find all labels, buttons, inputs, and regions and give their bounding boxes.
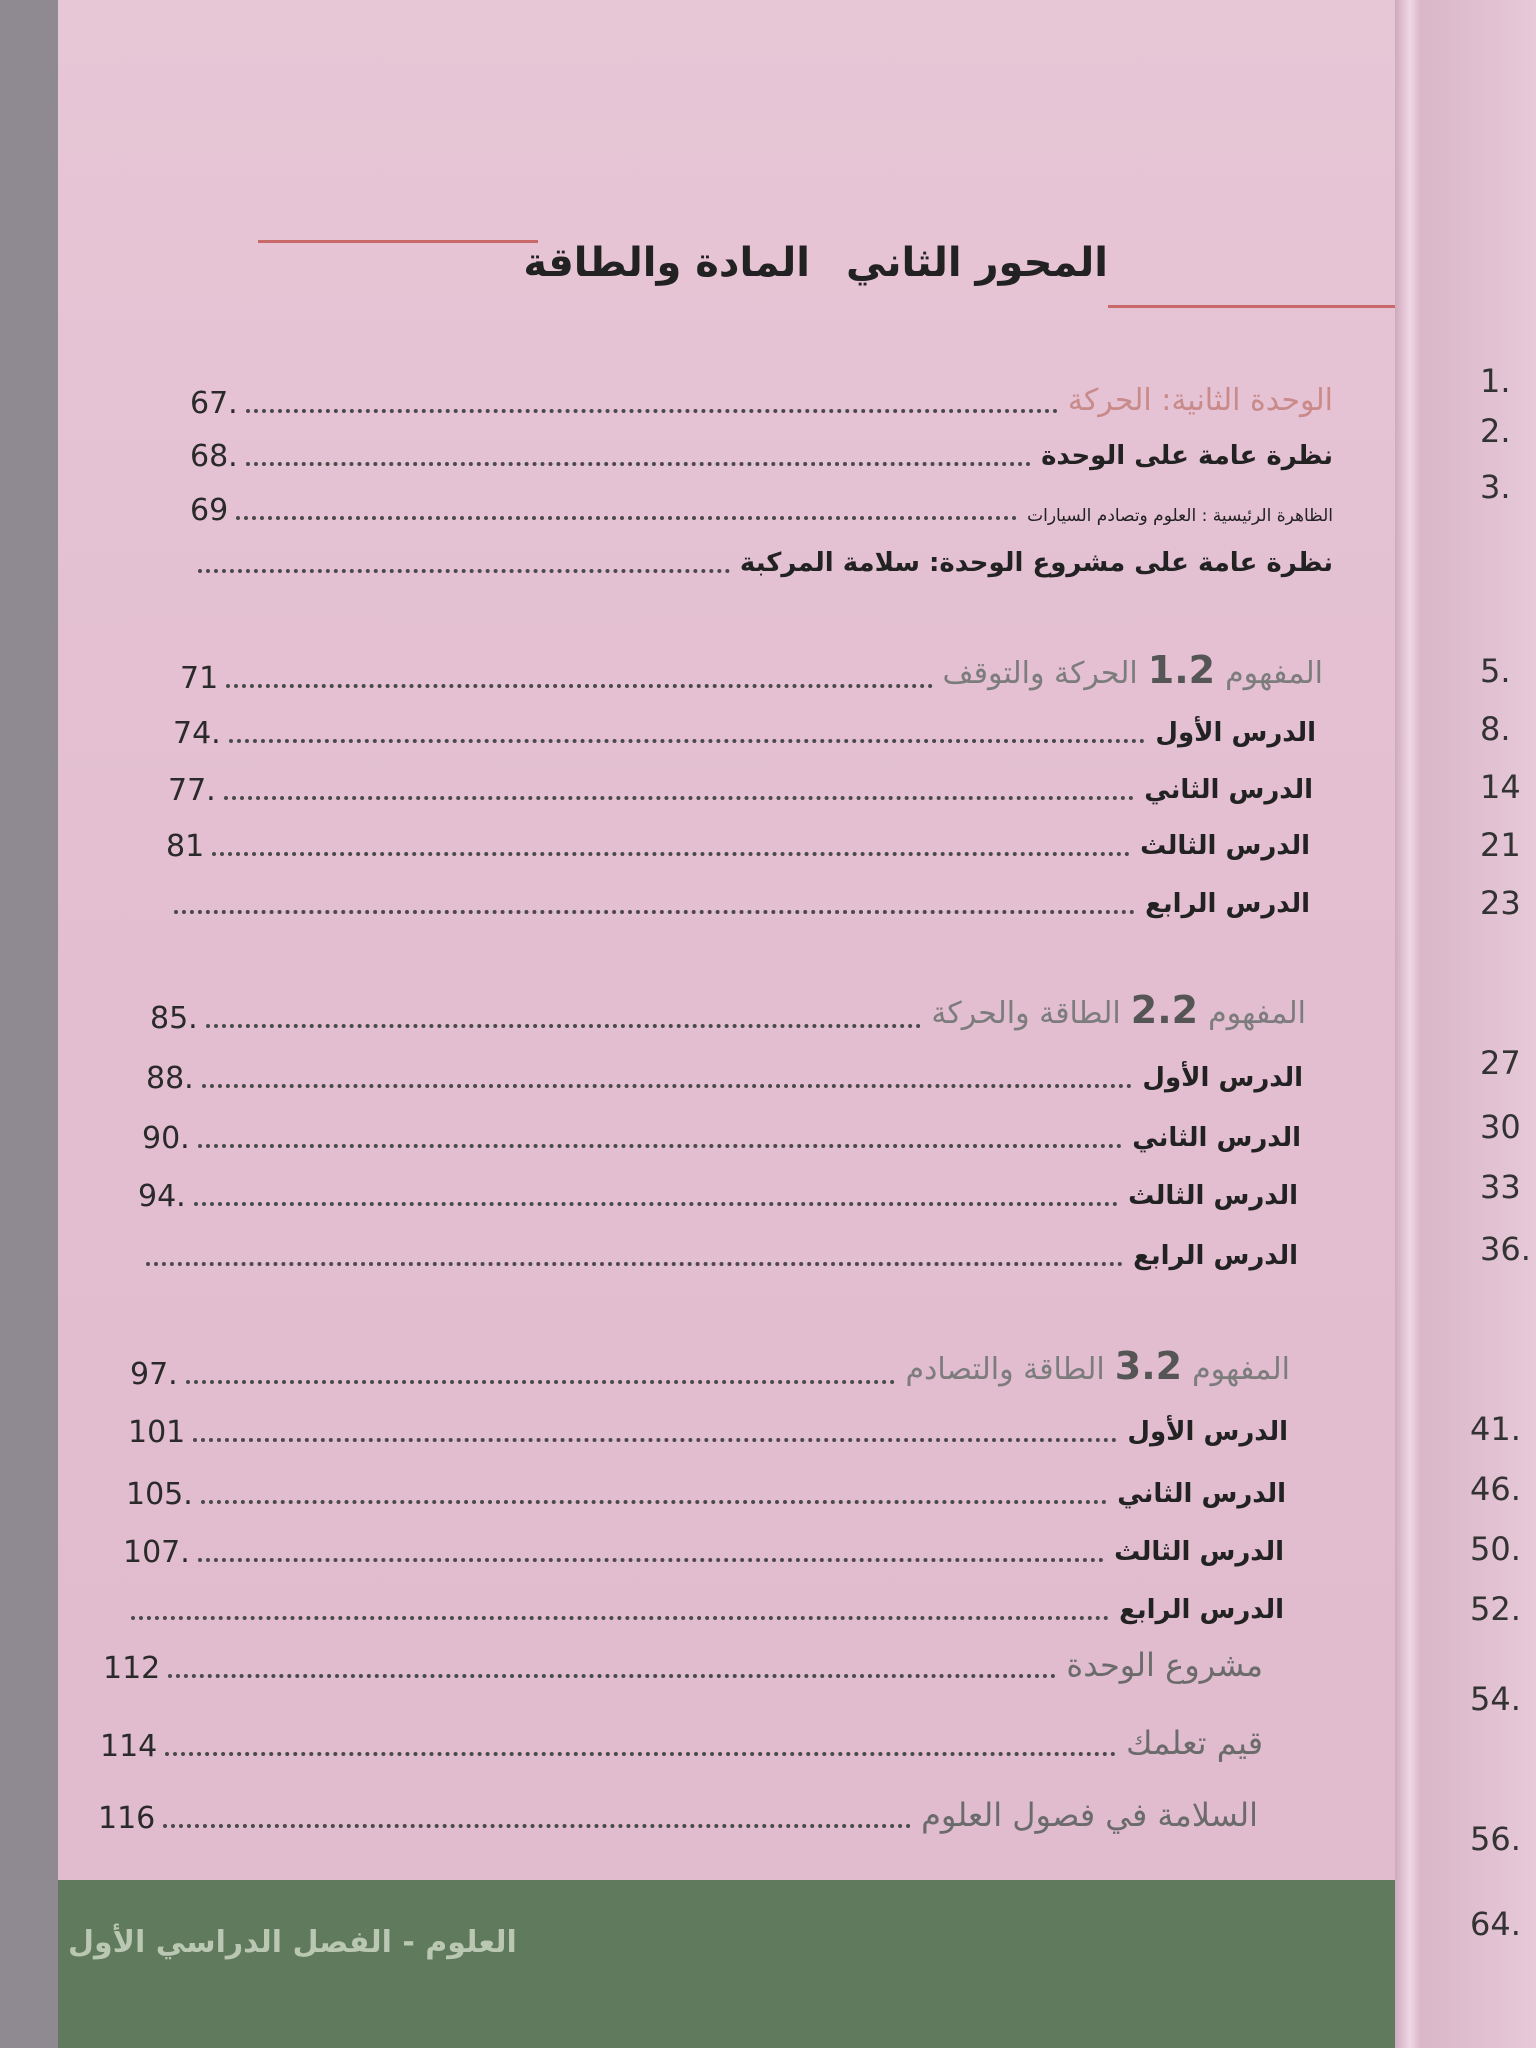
toc-label: الدرس الأول: [1155, 717, 1316, 748]
concept-number: 3.2: [1114, 1344, 1183, 1389]
toc-page-number: 68.: [190, 439, 238, 474]
toc-label: الوحدة الثانية: الحركة: [1067, 383, 1333, 418]
right-page-number: 2.: [1480, 412, 1511, 450]
toc-label: قيم تعلمك: [1126, 1723, 1263, 1762]
right-page-number: 50.: [1470, 1530, 1521, 1568]
toc-page-number: 74.: [173, 716, 221, 751]
right-page-number: 23: [1480, 884, 1521, 922]
concept-prefix: المفهوم: [1225, 656, 1323, 692]
page-title: [523, 218, 1108, 308]
toc-leader-dots: [131, 1615, 1109, 1620]
right-page-edge: [1420, 0, 1536, 2048]
concept-prefix: المفهوم: [1192, 1352, 1290, 1388]
toc-page-number: 101: [128, 1415, 186, 1450]
right-page-number: 54.: [1470, 1680, 1521, 1718]
toc-leader-dots: [146, 1261, 1123, 1266]
toc-entry: [138, 1168, 1298, 1212]
right-page-number: 8.: [1480, 710, 1511, 748]
toc-page-number: 94.: [138, 1179, 186, 1214]
footer-text: العلوم - الفصل الدراسي الأول: [68, 1925, 517, 1960]
toc-label: الدرس الرابع: [1133, 1240, 1298, 1271]
toc-leader-dots: [198, 1557, 1104, 1562]
toc-page-number: 71: [180, 661, 219, 696]
right-page-number: 3.: [1480, 468, 1511, 506]
toc-leader-dots: [236, 515, 1017, 520]
toc-label: الدرس الأول: [1142, 1062, 1303, 1093]
toc-leader-dots: [224, 795, 1135, 800]
toc-page-number: 77.: [168, 773, 216, 808]
toc-page-number: 69: [190, 493, 229, 528]
toc-page: [58, 0, 1408, 2048]
footer-bar: [58, 1880, 1408, 2048]
right-page-number: 21: [1480, 826, 1521, 864]
toc-leader-dots: [163, 1823, 911, 1828]
toc-page-number: 90.: [142, 1121, 190, 1156]
right-page-number: 30: [1480, 1108, 1521, 1146]
toc-label: الدرس الثاني: [1144, 774, 1313, 805]
toc-entry: [146, 1050, 1303, 1094]
toc-leader-dots: [246, 461, 1031, 466]
toc-leader-dots: [174, 909, 1135, 914]
toc-label: الدرس الأول: [1127, 1416, 1288, 1447]
toc-entry: [142, 1110, 1301, 1154]
toc-label: [931, 988, 1306, 1034]
toc-leader-dots: [202, 1083, 1133, 1088]
toc-leader-dots: [212, 851, 1130, 856]
right-page-number: 14: [1480, 768, 1521, 806]
toc-page-number: 81: [166, 829, 205, 864]
right-page-number: 41.: [1470, 1410, 1521, 1448]
toc-page-number: 85.: [150, 1001, 198, 1036]
toc-entry: [138, 1228, 1298, 1272]
toc-label: نظرة عامة على مشروع الوحدة: سلامة المركبة: [739, 547, 1333, 578]
toc-label: نظرة عامة على الوحدة: [1041, 440, 1333, 471]
toc-leader-dots: [229, 738, 1146, 743]
right-page-number: 56.: [1470, 1820, 1521, 1858]
toc-entry: [180, 650, 1323, 694]
concept-number: 1.2: [1147, 648, 1216, 693]
toc-entry: [168, 762, 1313, 806]
toc-entry: [123, 1582, 1284, 1626]
toc-leader-dots: [186, 1379, 896, 1384]
toc-page-number: 107.: [123, 1535, 190, 1570]
right-page-number: 5.: [1480, 652, 1511, 690]
toc-leader-dots: [206, 1023, 922, 1028]
toc-label: الدرس الثاني: [1132, 1122, 1301, 1153]
concept-prefix: المفهوم: [1208, 996, 1306, 1032]
toc-entry: [166, 876, 1310, 920]
toc-label: [905, 1344, 1290, 1390]
toc-leader-dots: [198, 568, 730, 573]
concept-title: الحركة والتوقف: [942, 656, 1138, 692]
right-page-number: 36.: [1480, 1230, 1531, 1268]
toc-entry: [150, 990, 1306, 1034]
toc-label: مشروع الوحدة: [1066, 1645, 1263, 1684]
toc-entry: [98, 1790, 1258, 1834]
toc-leader-dots: [168, 1673, 1056, 1678]
concept-number: 2.2: [1130, 988, 1199, 1033]
toc-page-number: 112: [103, 1651, 161, 1686]
toc-entry: [126, 1466, 1286, 1510]
toc-entry: [128, 1404, 1288, 1448]
toc-label: الدرس الثالث: [1140, 830, 1310, 861]
toc-entry: [190, 535, 1333, 579]
toc-entry: [190, 375, 1333, 419]
right-page-number: 1.: [1480, 362, 1511, 400]
toc-leader-dots: [246, 408, 1058, 413]
header-rule-right: [1108, 305, 1398, 308]
toc-page-number: 67.: [190, 386, 238, 421]
toc-label: الدرس الرابع: [1145, 888, 1310, 919]
toc-label: الدرس الثالث: [1114, 1536, 1284, 1567]
toc-label: الدرس الرابع: [1119, 1594, 1284, 1625]
toc-entry: [123, 1524, 1284, 1568]
toc-entry: [166, 818, 1310, 862]
right-page-number: 46.: [1470, 1470, 1521, 1508]
toc-page-number: 88.: [146, 1061, 194, 1096]
toc-label: السلامة في فصول العلوم: [921, 1795, 1258, 1834]
right-page-number: 27: [1480, 1044, 1521, 1082]
toc-label: الظاهرة الرئيسية : العلوم وتصادم السيارات: [1027, 505, 1333, 526]
toc-leader-dots: [193, 1437, 1117, 1442]
axis-title: المحور الثاني: [846, 240, 1108, 286]
toc-entry: [100, 1718, 1263, 1762]
toc-leader-dots: [165, 1751, 1116, 1756]
toc-label: الدرس الثاني: [1117, 1478, 1286, 1509]
toc-label: الدرس الثالث: [1128, 1180, 1298, 1211]
toc-entry: [130, 1346, 1290, 1390]
right-page-number: 64.: [1470, 1905, 1521, 1943]
toc-entry: [103, 1640, 1263, 1684]
toc-entry: [173, 705, 1316, 749]
toc-label: [943, 648, 1323, 694]
header-rule-left: [258, 240, 538, 243]
toc-entry: [190, 428, 1333, 472]
right-page-number: 33: [1480, 1168, 1521, 1206]
toc-leader-dots: [198, 1143, 1123, 1148]
toc-entry: [190, 482, 1333, 526]
right-page-number: 52.: [1470, 1590, 1521, 1628]
toc-page-number: 105.: [126, 1477, 193, 1512]
toc-page-number: 114: [100, 1729, 158, 1764]
concept-title: الطاقة والحركة: [931, 996, 1121, 1032]
toc-leader-dots: [226, 683, 932, 688]
theme-title: المادة والطاقة: [523, 240, 811, 286]
toc-page-number: 97.: [130, 1357, 178, 1392]
toc-page-number: 116: [98, 1801, 156, 1836]
toc-leader-dots: [201, 1499, 1107, 1504]
toc-leader-dots: [194, 1201, 1118, 1206]
concept-title: الطاقة والتصادم: [905, 1352, 1105, 1388]
